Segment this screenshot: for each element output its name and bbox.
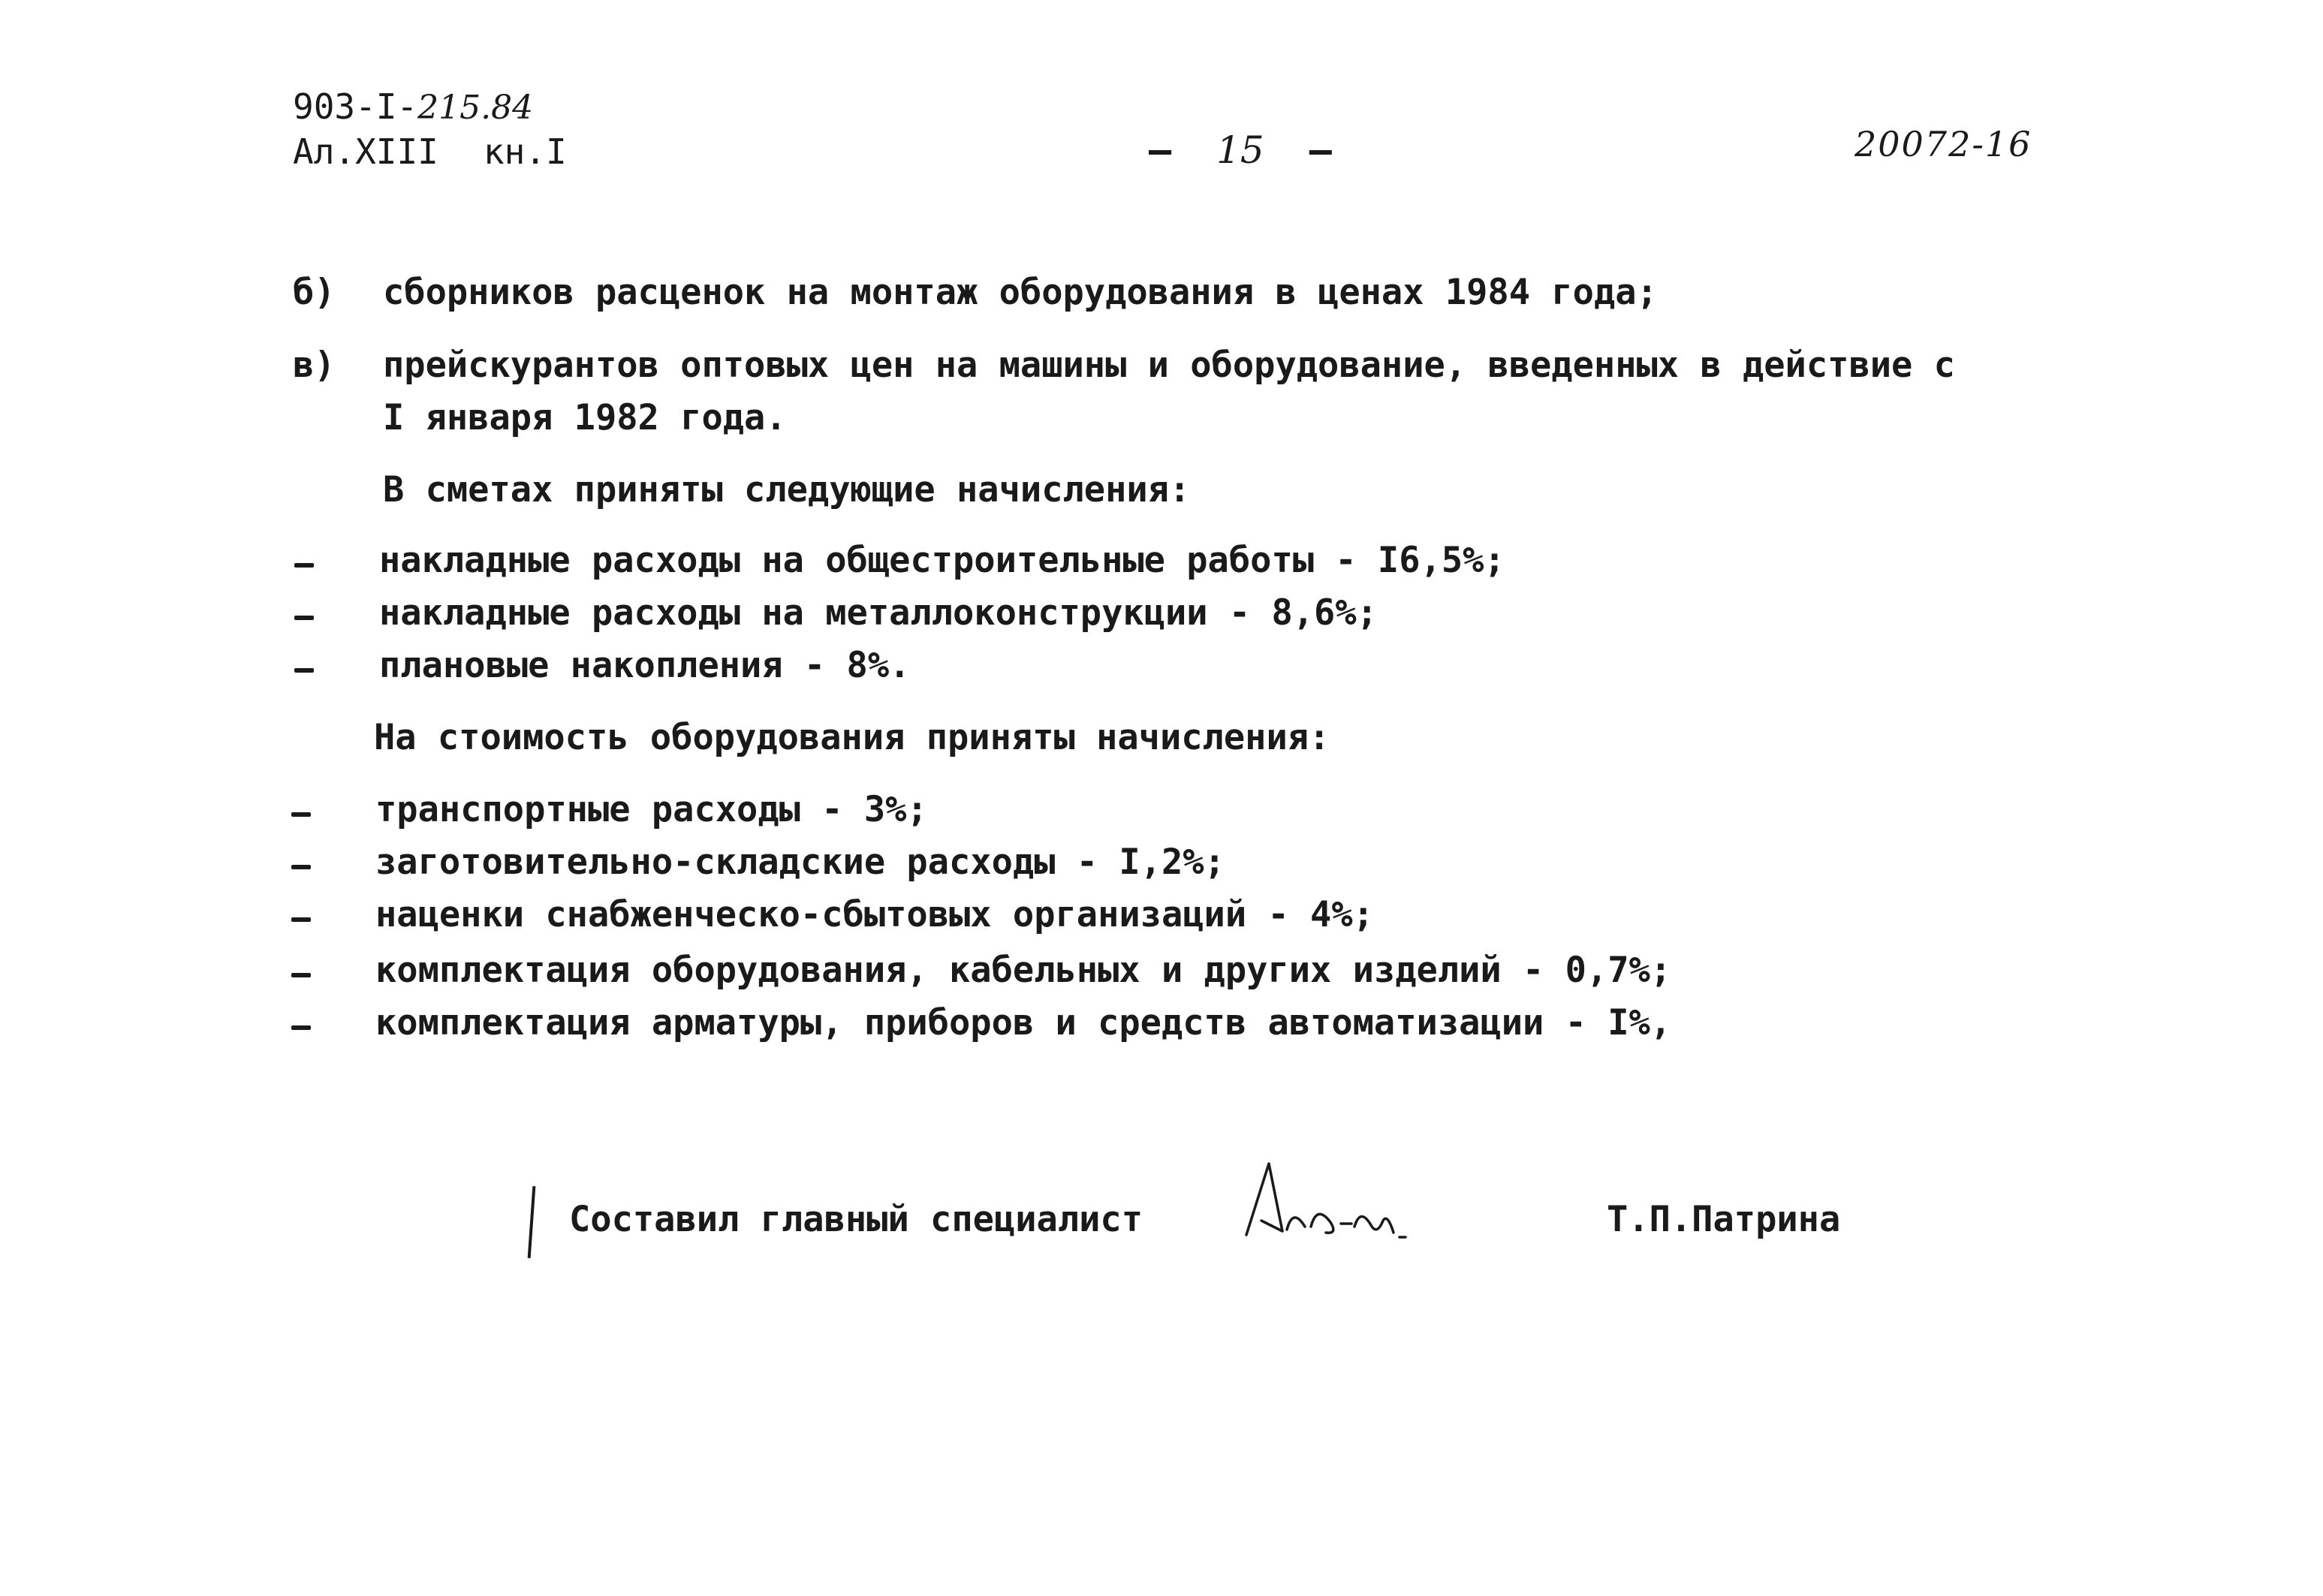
list-dash [294,616,314,620]
handwritten-signature [1239,1149,1412,1269]
list-dash [294,668,314,673]
list-dash [291,973,311,977]
equipment-item-warehouse: заготовительно-складские расходы - I,2%; [375,842,1225,883]
document-code-handwritten: 215.84 [417,89,534,127]
list-dash [291,917,311,922]
compiler-role: Составил главный специалист [569,1199,1143,1240]
list-dash [291,1025,311,1030]
archive-number: 20072-16 [1854,124,2032,164]
document-code-prefix: 903-I- [293,86,418,127]
item-v-text-line2: I января 1982 года. [383,397,787,438]
equipment-item-completing-equipment: комплектация оборудования, кабельных и других изделий - 0,7%; [375,950,1672,991]
album-label: Ал.XIII [293,131,438,172]
book-label: кн.I [483,131,567,172]
margin-mark [528,1186,536,1258]
estimates-item-planned-savings: плановые накопления - 8%. [379,645,911,686]
estimates-item-overhead-metal: накладные расходы на металлоконструкции - 8,6%; [379,592,1378,634]
page-number: – 15 – [1149,128,1332,172]
equipment-intro: На стоимость оборудования приняты начисления: [374,717,1330,758]
list-dash [291,812,311,817]
list-dash [291,865,311,869]
estimates-item-overhead-general: накладные расходы на общестроительные работы - I6,5%; [379,540,1505,581]
equipment-item-completing-fittings: комплектация арматуры, приборов и средств автоматизации - I%, [375,1002,1672,1043]
item-v-text-line1: прейскурантов оптовых цен на машины и оборудование, введенных в действие с [383,345,1955,386]
album-book-ref [293,129,567,174]
equipment-item-markup: наценки снабженческо-сбытовых организаций - 4%; [375,894,1374,935]
page-number-value: 15 [1216,128,1264,172]
compiler-name: Т.П.Патрина [1607,1199,1841,1240]
item-v-marker: в) [293,345,336,386]
item-b-text: сборников расценок на монтаж оборудования в ценах 1984 года; [383,272,1658,313]
item-b-marker: б) [293,272,336,313]
document-code [293,84,533,131]
estimates-intro: В сметах приняты следующие начисления: [383,469,1191,510]
equipment-item-transport: транспортные расходы - 3%; [375,789,928,830]
list-dash [294,563,314,568]
